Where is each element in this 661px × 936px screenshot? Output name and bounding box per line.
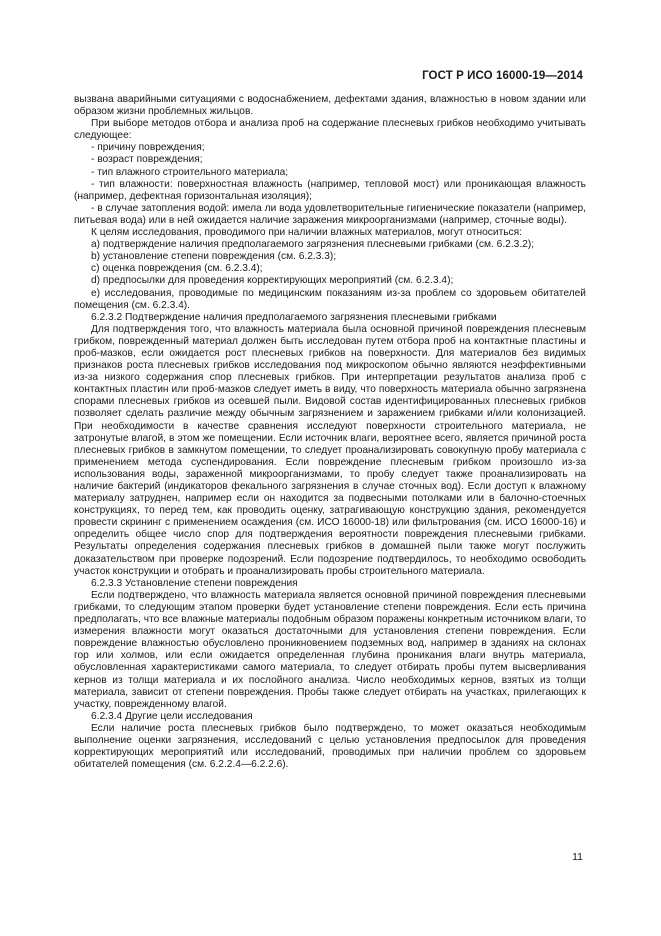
paragraph: - в случае затопления водой: имела ли вода удовлетворительные гигиенические показатели (например, питьевая вода) или в ней ожидается наличие заражения микроорганизмами (например, сточные воды). [74, 202, 586, 226]
paragraph: Если подтверждено, что влажность материала является основной причиной повреждения плесневыми грибками, то следующим этапом проверки будет установление степени повреждения. Если есть причина предполагать, что все влажные материалы подобным образом поражены конкретным источником влаги, то измерения влажности могут оказаться достаточными для установления степени повреждения. Если повреждение влажностью обусловлено проникновением подземных вод, например в зданиях на склонах гор или холмов, или если ожидается определенная глубина проникания влаги внутрь материала, обусловленная характеристиками самого материала, то следует отбирать пробы путем высверливания кернов из толщи материала и их послойного анализа. Число необходимых кернов, взятых из толщи материала, зависит от степени повреждения. Пробы также следует отбирать на участках, прилегающих к участку, поврежденному влагой. [74, 589, 586, 710]
paragraph: При выборе методов отбора и анализа проб на содержание плесневых грибков необходимо учитывать следующее: [74, 118, 586, 142]
paragraph: c) оценка повреждения (см. 6.2.3.4); [91, 263, 263, 275]
paragraph: - тип влажного строительного материала; [91, 166, 289, 178]
paragraph: d) предпосылки для проведения корректирующих мероприятий (см. 6.2.3.4); [91, 275, 454, 287]
document-header: ГОСТ Р ИСО 16000-19—2014 [422, 70, 583, 82]
paragraph: - возраст повреждения; [91, 154, 203, 166]
paragraph: 6.2.3.2 Подтверждение наличия предполагаемого загрязнения плесневыми грибками [91, 311, 497, 323]
paragraph: Если наличие роста плесневых грибков было подтверждено, то может оказаться необходимым выполнение оценки загрязнения, исследований с целью установления предпосылок для проведения корректирующих мероприятий или исследований, проводимых при наличии проблем со здоровьем обитателей помещения (см. 6.2.2.4—6.2.2.6). [74, 722, 586, 771]
page-number: 11 [572, 851, 583, 863]
paragraph: - причину повреждения; [91, 142, 205, 154]
document-body [74, 94, 586, 771]
paragraph: b) установление степени повреждения (см. 6.2.3.3); [91, 251, 337, 263]
paragraph: К целям исследования, проводимого при наличии влажных материалов, могут относиться: [91, 227, 523, 239]
paragraph: 6.2.3.3 Установление степени повреждения [91, 577, 298, 589]
paragraph: 6.2.3.4 Другие цели исследования [91, 710, 253, 722]
paragraph: Для подтверждения того, что влажность материала была основной причиной повреждения плесневым грибком, поврежденный материал должен быть исследован путем отбора проб на контактные пластины и проб-мазков, если ожидается рост плесневых грибков на поверхности. Для материалов без видимых признаков роста плесневых грибков исследования под микроскопом обычно являются неэффективными из-за низкого содержания спор плесневых грибков. При интерпретации результатов анализа проб с контактных пластин или проб-мазков следует иметь в виду, что поверхность материала обычно загрязнена спорами плесневых грибков из осевшей пыли. Видовой состав идентифицированных плесневых грибков позволяет сделать различие между обычным загрязнением и заражением грибками и/или колонизацией. При необходимости в качестве сравнения исследуют поверхности строительного материала, не затронутые влагой, в этом же помещении. Если источник влаги, вероятнее всего, является причиной роста плесневых грибков в замкнутом помещении, то следует проанализировать совокупную пробу материала с применением метода суспендирования. Если повреждение плесневым грибком произошло из-за использования воды, зараженной микроорганизмами, то пробу следует также проанализировать на наличие бактерий (индикаторов фекального загрязнения в случае сточных вод). Если доступ к влажному материалу затруднен, например если он находится за подвесными потолками или в балочно-стоечных конструкциях, то перед тем, как проводить оценку, затрагивающую конструкцию здания, рекомендуется провести скрининг с применением осаждения (см. ИСО 16000-18) или фильтрования (см. ИСО 16000-16) и определить общее число спор для подтверждения вероятности повреждения плесневыми грибками. Результаты определения содержания плесневых грибков в домашней пыли также могут послужить доказательством при проверке подозрений. Если подозрение подтвердилось, то необходимо освободить участок конструкции и отобрать и проанализировать пробы строительного материала. [74, 323, 586, 577]
paragraph: e) исследования, проводимые по медицинским показаниям из-за проблем со здоровьем обитателей помещения (см. 6.2.3.4). [74, 287, 586, 311]
paragraph: вызвана аварийными ситуациями с водоснабжением, дефектами здания, влажностью в новом здании или образом жизни проблемных жильцов. [74, 94, 586, 118]
paragraph: a) подтверждение наличия предполагаемого загрязнения плесневыми грибками (см. 6.2.3.2); [91, 239, 535, 251]
paragraph: - тип влажности: поверхностная влажность (например, тепловой мост) или проникающая влажность (например, дефектная горизонтальная изоляция); [74, 178, 586, 202]
